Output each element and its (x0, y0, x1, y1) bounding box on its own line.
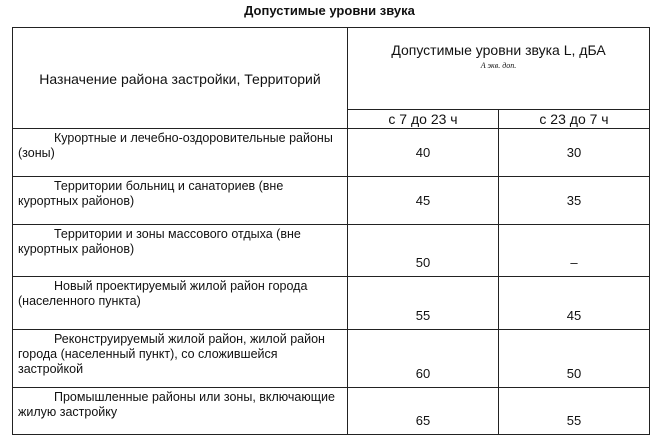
header-levels (348, 28, 650, 110)
row-night-value: 50 (499, 330, 650, 388)
table-row (13, 388, 650, 435)
row-purpose (13, 330, 348, 388)
row-purpose-text: Промышленные районы или зоны, включающие жилую застройку (18, 390, 335, 419)
row-night-value: 35 (499, 177, 650, 225)
row-night-value: 55 (499, 388, 650, 435)
row-day-value: 40 (348, 129, 499, 177)
row-purpose-text: Территории больниц и санаториев (вне курортных районов) (18, 179, 284, 208)
row-day-value: 60 (348, 330, 499, 388)
header-levels-subscript: A экв. доп. (480, 61, 517, 70)
header-day: с 7 до 23 ч (348, 110, 499, 129)
row-purpose (13, 129, 348, 177)
table-row (13, 330, 650, 388)
row-day-value: 50 (348, 225, 499, 277)
row-night-value: 30 (499, 129, 650, 177)
table-row (13, 277, 650, 330)
header-levels-label: Допустимые уровни звука L, дБА (391, 42, 606, 58)
row-purpose-text: Новый проектируемый жилой район города (населенного пункта) (18, 279, 308, 308)
header-purpose-label: Назначение района застройки, Территорий (39, 70, 321, 87)
row-day-value: 55 (348, 277, 499, 330)
row-purpose-text: Территории и зоны массового отдыха (вне курортных районов) (18, 227, 301, 256)
row-purpose (13, 277, 348, 330)
sound-levels-table (12, 27, 650, 435)
document-title: Допустимые уровни звука (244, 3, 415, 18)
row-day-value: 45 (348, 177, 499, 225)
row-purpose (13, 388, 348, 435)
row-purpose-text: Реконструируемый жилой район, жилой район города (населенный пункт), со сложившейся застройкой (18, 332, 325, 376)
table-row (13, 225, 650, 277)
header-purpose (13, 28, 348, 129)
row-night-value: – (499, 225, 650, 277)
row-night-value: 45 (499, 277, 650, 330)
table-row (13, 177, 650, 225)
row-day-value: 65 (348, 388, 499, 435)
table-header-row (13, 28, 650, 110)
row-purpose (13, 225, 348, 277)
row-purpose (13, 177, 348, 225)
row-purpose-text: Курортные и лечебно-оздоровительные районы (зоны) (18, 131, 333, 160)
table-row (13, 129, 650, 177)
header-night: с 23 до 7 ч (499, 110, 650, 129)
